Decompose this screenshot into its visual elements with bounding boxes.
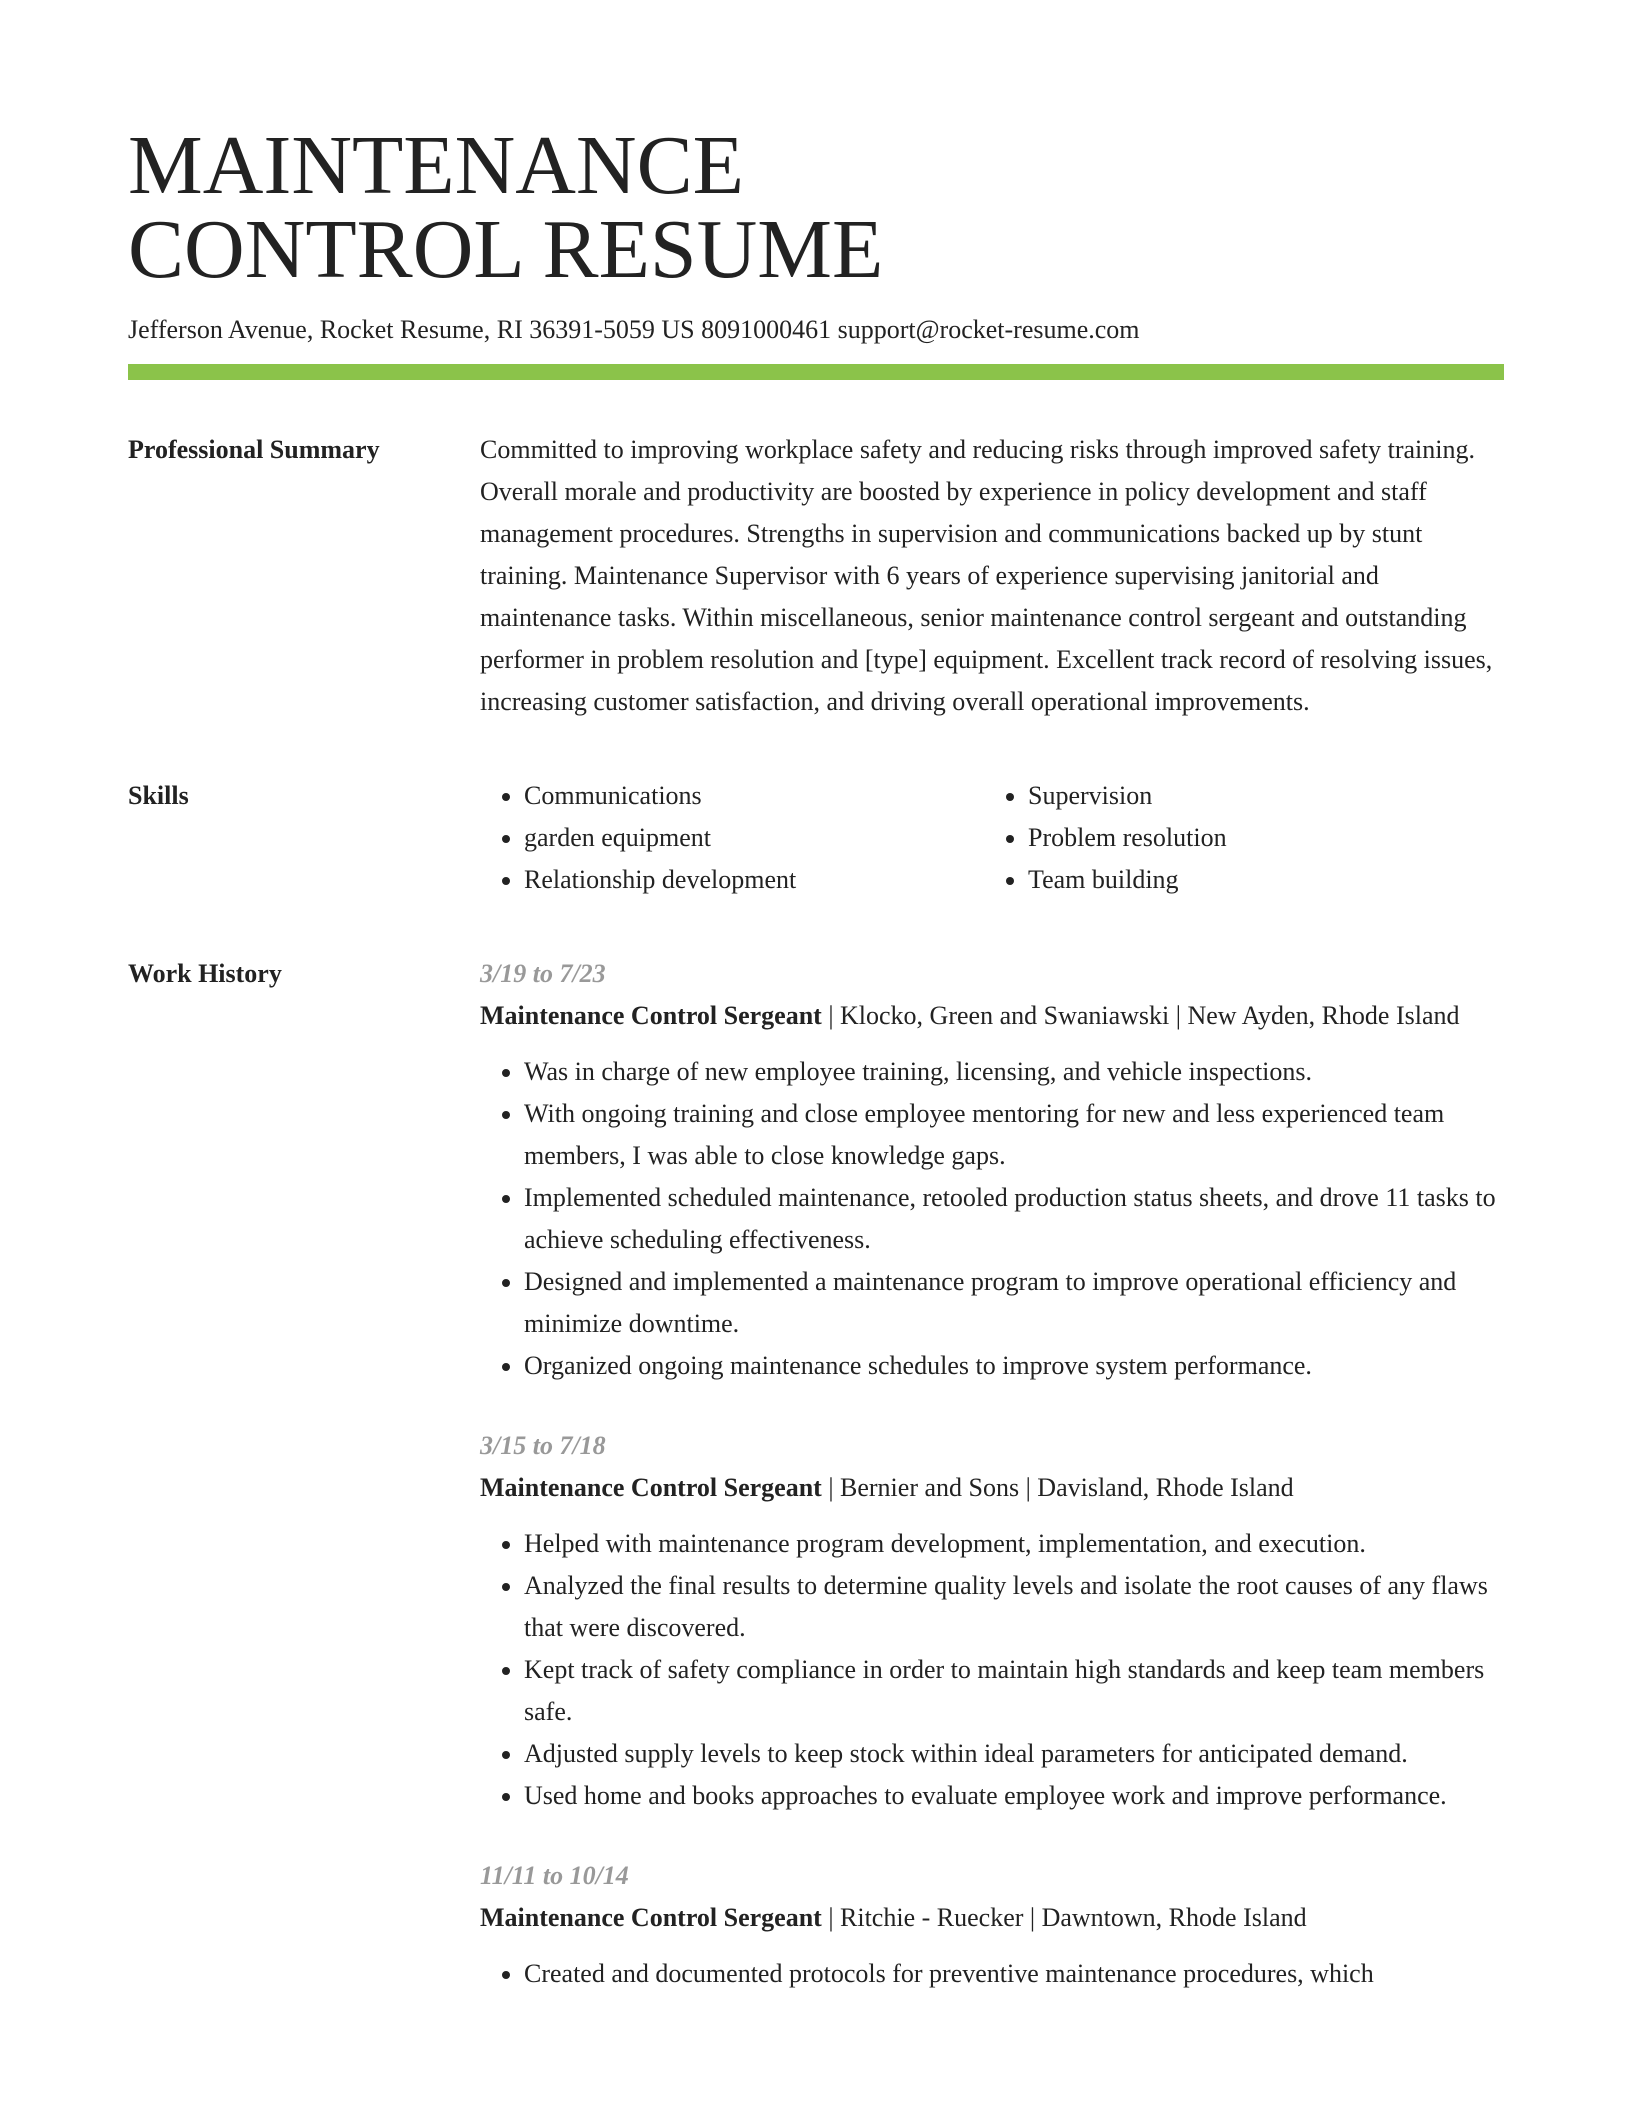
job-title-line <box>480 1897 1504 1939</box>
job-dates: 3/19 to 7/23 <box>480 959 606 988</box>
job-details: | Bernier and Sons | Davisland, Rhode Island <box>821 1473 1294 1502</box>
job-bullet: • Adjusted supply levels to keep stock within ideal parameters for anticipated demand. <box>524 1733 1504 1775</box>
job-bullets <box>480 1523 1504 1817</box>
skill-item: • Problem resolution <box>1028 817 1488 859</box>
resume-page <box>128 0 1504 1995</box>
skills-column-2 <box>984 775 1488 901</box>
summary-heading: Professional Summary <box>128 435 380 464</box>
job-title: Maintenance Control Sergeant <box>480 1001 822 1030</box>
job-bullet: • Was in charge of new employee training, licensing, and vehicle inspections. <box>524 1051 1504 1093</box>
skills-heading: Skills <box>128 781 189 810</box>
job-bullet: • With ongoing training and close employee mentoring for new and less experienced team members, I was able to close knowledge gaps. <box>524 1093 1504 1177</box>
job-dates: 11/11 to 10/14 <box>480 1861 629 1890</box>
summary-section <box>128 429 1504 723</box>
work-history-heading: Work History <box>128 959 282 988</box>
job-title-line <box>480 995 1504 1037</box>
summary-body <box>480 429 1504 723</box>
job-bullet: • Organized ongoing maintenance schedules to improve system performance. <box>524 1345 1504 1387</box>
job-bullet: • Designed and implemented a maintenance program to improve operational efficiency and minimize downtime. <box>524 1261 1504 1345</box>
resume-title-line-2: CONTROL RESUME <box>128 203 884 296</box>
job-bullet: • Analyzed the final results to determine quality levels and isolate the root causes of any flaws that were discovered. <box>524 1565 1504 1649</box>
skills-body <box>480 775 1504 901</box>
job-dates: 3/15 to 7/18 <box>480 1431 606 1460</box>
job-details: | Ritchie - Ruecker | Dawntown, Rhode Island <box>821 1903 1307 1932</box>
job-entry <box>480 1855 1504 1995</box>
skills-section <box>128 775 1504 901</box>
job-bullet: • Created and documented protocols for preventive maintenance procedures, which <box>524 1953 1504 1995</box>
skill-item: • Relationship development <box>524 859 984 901</box>
resume-title <box>128 0 1504 296</box>
job-bullet: • Implemented scheduled maintenance, retooled production status sheets, and drove 11 tasks to achieve scheduling effectiveness. <box>524 1177 1504 1261</box>
skills-column-1 <box>480 775 984 901</box>
job-title: Maintenance Control Sergeant <box>480 1473 822 1502</box>
contact-info: Jefferson Avenue, Rocket Resume, RI 36391-5059 US 8091000461 support@rocket-resume.com <box>128 315 1140 344</box>
skill-item: • Communications <box>524 775 984 817</box>
job-bullet: • Kept track of safety compliance in order to maintain high standards and keep team members safe. <box>524 1649 1504 1733</box>
skill-item: • garden equipment <box>524 817 984 859</box>
job-title: Maintenance Control Sergeant <box>480 1903 822 1932</box>
job-title-line <box>480 1467 1504 1509</box>
resume-title-line-1: MAINTENANCE <box>128 119 744 212</box>
work-history-section <box>128 953 1504 1995</box>
job-bullet: • Used home and books approaches to evaluate employee work and improve performance. <box>524 1775 1504 1817</box>
skill-item: • Supervision <box>1028 775 1488 817</box>
job-bullets <box>480 1953 1504 1995</box>
job-entry <box>480 953 1504 1387</box>
work-history-body <box>480 953 1504 1995</box>
job-bullets <box>480 1051 1504 1387</box>
skill-item: • Team building <box>1028 859 1488 901</box>
summary-text: Committed to improving workplace safety and reducing risks through improved safety training. Overall morale and productivity are boosted by experience in policy development and staff management procedures. Strengths in supervision and communications backed up by stunt training. Maintenance Supervisor with 6 years of experience supervising janitorial and maintenance tasks. Within miscellaneous, senior maintenance control sergeant and outstanding performer in problem resolution and [type] equipment. Excellent track record of resolving issues, increasing customer satisfaction, and driving overall operational improvements. <box>480 435 1493 716</box>
accent-divider <box>128 364 1504 380</box>
job-bullet: • Helped with maintenance program development, implementation, and execution. <box>524 1523 1504 1565</box>
job-details: | Klocko, Green and Swaniawski | New Ayden, Rhode Island <box>821 1001 1460 1030</box>
job-entry <box>480 1425 1504 1817</box>
